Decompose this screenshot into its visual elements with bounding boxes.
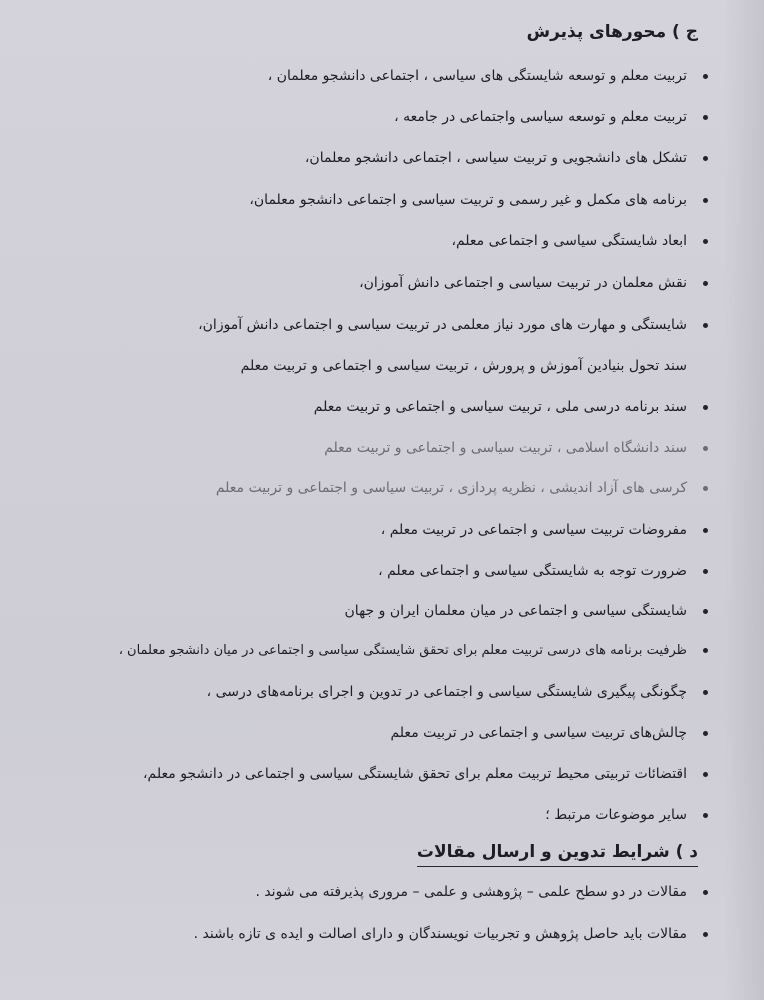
list-item bbox=[207, 682, 708, 702]
bullet-icon bbox=[703, 323, 708, 328]
list-item bbox=[198, 315, 708, 335]
list-item-text: چالش‌های تربیت سیاسی و اجتماعی در تربیت معلم bbox=[390, 725, 687, 741]
list-item bbox=[119, 641, 708, 661]
list-item bbox=[194, 924, 708, 944]
list-item-text: تربیت معلم و توسعه شایستگی های سیاسی ، اجتماعی دانشجو معلمان ، bbox=[267, 68, 687, 84]
list-item-text: کرسی های آزاد اندیشی ، نظریه پردازی ، تربیت سیاسی و اجتماعی و تربیت معلم bbox=[215, 480, 687, 496]
list-item bbox=[390, 723, 708, 743]
list-item bbox=[394, 107, 708, 127]
list-item bbox=[359, 273, 708, 293]
list-item-text: مقالات باید حاصل پژوهش و تجربیات نویسندگان و دارای اصالت و ایده ی تازه باشند . bbox=[193, 926, 687, 942]
list-item bbox=[143, 764, 708, 784]
section-c-heading: ج ) محورهای پذیرش bbox=[526, 22, 698, 42]
list-item bbox=[381, 520, 708, 540]
bullet-icon bbox=[703, 772, 708, 777]
list-item bbox=[545, 805, 708, 825]
list-item bbox=[451, 231, 708, 251]
bullet-icon bbox=[703, 405, 708, 410]
list-item-text: سایر موضوعات مرتبط ؛ bbox=[545, 807, 687, 823]
bullet-icon bbox=[703, 115, 708, 120]
list-item-text: ابعاد شایستگی سیاسی و اجتماعی معلم، bbox=[451, 233, 687, 249]
bullet-icon bbox=[703, 528, 708, 533]
list-item-text: چگونگی پیگیری شایستگی سیاسی و اجتماعی در تدوین و اجرای برنامه‌های درسی ، bbox=[206, 684, 687, 700]
list-item bbox=[324, 438, 708, 458]
bullet-icon bbox=[703, 932, 708, 937]
list-item bbox=[305, 148, 708, 168]
bullet-icon bbox=[703, 569, 708, 574]
list-item-text: تربیت معلم و توسعه سیاسی واجتماعی در جامعه ، bbox=[394, 109, 687, 125]
list-item-text: نقش معلمان در تربیت سیاسی و اجتماعی دانش آموزان، bbox=[359, 275, 687, 291]
list-item bbox=[268, 66, 708, 86]
bullet-icon bbox=[703, 74, 708, 79]
bullet-icon bbox=[703, 156, 708, 161]
bullet-icon bbox=[703, 731, 708, 736]
bullet-icon bbox=[703, 609, 708, 614]
section-d-heading: د ) شرایط تدوین و ارسال مقالات bbox=[417, 842, 698, 867]
list-item bbox=[314, 397, 708, 417]
list-item bbox=[241, 356, 708, 376]
list-item-text: سند برنامه درسی ملی ، تربیت سیاسی و اجتماعی و تربیت معلم bbox=[313, 399, 687, 415]
list-item-text: شایستگی و مهارت های مورد نیاز معلمی در تربیت سیاسی و اجتماعی دانش آموزان، bbox=[198, 317, 687, 333]
list-item-text: اقتضائات تربیتی محیط تربیت معلم برای تحقق شایستگی سیاسی و اجتماعی در دانشجو معلم، bbox=[143, 766, 687, 782]
list-item-text: برنامه های مکمل و غیر رسمی و تربیت سیاسی و اجتماعی دانشجو معلمان، bbox=[249, 192, 687, 208]
list-item-text: سند دانشگاه اسلامی ، تربیت سیاسی و اجتماعی و تربیت معلم bbox=[324, 440, 687, 456]
list-item bbox=[255, 882, 708, 902]
bullet-icon bbox=[703, 648, 708, 653]
list-item-text: سند تحول بنیادین آموزش و پرورش ، تربیت سیاسی و اجتماعی و تربیت معلم bbox=[240, 358, 687, 374]
bullet-icon bbox=[703, 486, 708, 491]
list-item-text: شایستگی سیاسی و اجتماعی در میان معلمان ایران و جهان bbox=[344, 603, 687, 619]
bullet-icon bbox=[703, 813, 708, 818]
list-item bbox=[249, 190, 708, 210]
list-item-text: مقالات در دو سطح علمی – پژوهشی و علمی – مروری پذیرفته می شوند . bbox=[255, 884, 687, 900]
bullet-icon bbox=[703, 198, 708, 203]
bullet-icon bbox=[703, 690, 708, 695]
list-item bbox=[216, 478, 708, 498]
bullet-icon bbox=[703, 446, 708, 451]
list-item bbox=[345, 601, 708, 621]
bullet-icon bbox=[703, 239, 708, 244]
list-item bbox=[378, 561, 708, 581]
list-item-text: مفروضات تربیت سیاسی و اجتماعی در تربیت معلم ، bbox=[380, 522, 687, 538]
bullet-icon bbox=[703, 890, 708, 895]
list-item-text: تشکل های دانشجویی و تربیت سیاسی ، اجتماعی دانشجو معلمان، bbox=[304, 150, 687, 166]
list-item-text: ظرفیت برنامه های درسی تربیت معلم برای تحقق شایستگی سیاسی و اجتماعی در میان دانشجو معلمان ، bbox=[118, 643, 687, 658]
list-item-text: ضرورت توجه به شایستگی سیاسی و اجتماعی معلم ، bbox=[378, 563, 687, 579]
bullet-icon bbox=[703, 281, 708, 286]
